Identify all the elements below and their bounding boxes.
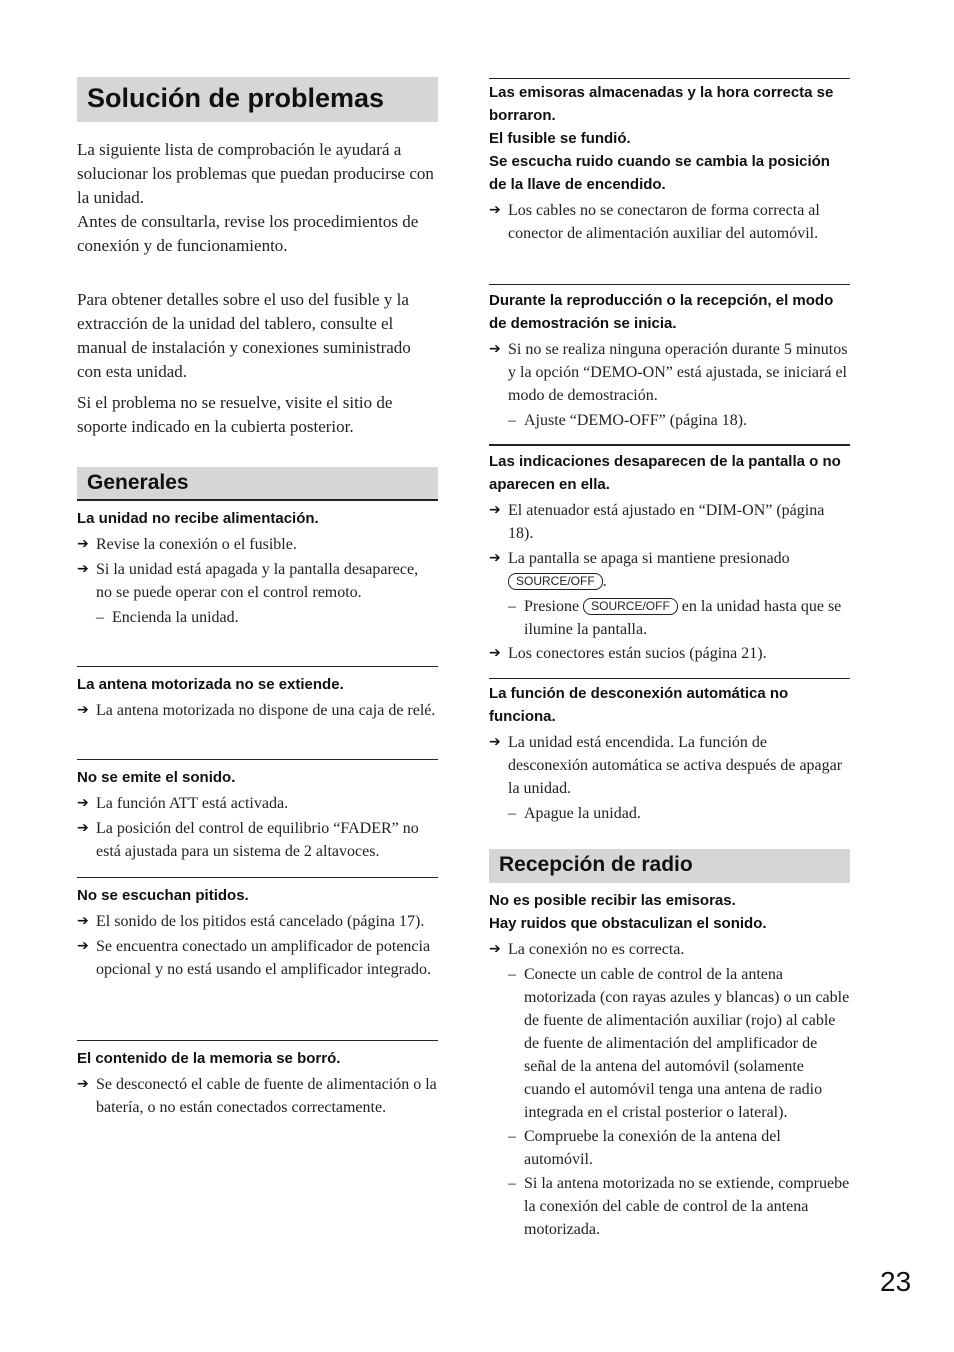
sub-step <box>489 409 850 432</box>
solution-item <box>77 792 438 815</box>
arrow-icon: ➔ <box>489 734 501 750</box>
arrow-icon: ➔ <box>77 561 89 577</box>
arrow-icon: ➔ <box>77 820 89 836</box>
issue-heading: Se escucha ruido cuando se cambia la posición de la llave de encendido. <box>489 153 830 193</box>
intro-paragraph-3: Si el problema no se resuelve, visite el sitio de soporte indicado en la cubierta posterior. <box>77 393 393 436</box>
solution-text: Los cables no se conectaron de forma correcta al conector de alimentación auxiliar del automóvil. <box>508 202 820 242</box>
solution-item <box>77 935 438 981</box>
solution-text: Revise la conexión o el fusible. <box>96 536 297 553</box>
dash-icon: – <box>508 1128 516 1145</box>
solution-item <box>489 938 850 961</box>
solution-text: Se encuentra conectado un amplificador de potencia opcional y no está usando el amplificador integrado. <box>96 938 432 978</box>
intro-paragraph-1 <box>77 138 438 258</box>
issue-block-display <box>489 444 850 667</box>
arrow-icon: ➔ <box>489 550 501 566</box>
issue-heading: El fusible se fundió. <box>489 130 631 147</box>
sub-step-text: Presione <box>524 598 580 615</box>
issue-heading: La función de desconexión automática no funciona. <box>489 685 789 725</box>
solution-text: La función ATT está activada. <box>96 795 289 812</box>
sub-step <box>489 963 850 1124</box>
arrow-icon: ➔ <box>489 341 501 357</box>
arrow-icon: ➔ <box>77 1076 89 1092</box>
arrow-icon: ➔ <box>489 202 501 218</box>
issue-heading: Las emisoras almacenadas y la hora correcta se borraron. <box>489 84 834 124</box>
arrow-icon: ➔ <box>77 795 89 811</box>
arrow-icon: ➔ <box>489 502 501 518</box>
page-title: Solución de problemas <box>77 77 438 122</box>
dash-icon: – <box>508 598 516 615</box>
issue-heading: No se escuchan pitidos. <box>77 887 249 904</box>
issue-heading: No es posible recibir las emisoras. <box>489 892 736 909</box>
sub-step <box>77 606 438 629</box>
solution-item <box>489 199 850 245</box>
issue-block-no-sound <box>77 759 438 865</box>
solution-item <box>489 642 850 665</box>
issue-block-no-beeps <box>77 877 438 983</box>
issue-heading: La unidad no recibe alimentación. <box>77 510 319 527</box>
sub-step-text: Compruebe la conexión de la antena del automóvil. <box>524 1128 781 1168</box>
solution-text: La posición del control de equilibrio “FADER” no está ajustada para un sistema de 2 altavoces. <box>96 820 419 860</box>
solution-text: La unidad está encendida. La función de desconexión automática se activa después de apagar la unidad. <box>508 734 843 797</box>
issue-heading: Las indicaciones desaparecen de la pantalla o no aparecen en ella. <box>489 453 841 493</box>
intro-text-2: Antes de consultarla, revise los procedimientos de conexión y de funcionamiento. <box>77 212 419 255</box>
dash-icon: – <box>96 609 104 626</box>
solution-item <box>489 338 850 407</box>
issue-block-demo <box>489 284 850 433</box>
arrow-icon: ➔ <box>77 938 89 954</box>
issue-heading: Durante la reproducción o la recepción, el modo de demostración se inicia. <box>489 292 834 332</box>
dash-icon: – <box>508 966 516 983</box>
solution-item <box>77 699 438 722</box>
solution-item <box>489 499 850 545</box>
arrow-icon: ➔ <box>489 941 501 957</box>
solution-item <box>77 1073 438 1119</box>
issue-heading: No se emite el sonido. <box>77 769 236 786</box>
sub-step-text: Encienda la unidad. <box>112 609 239 626</box>
issue-block-antenna <box>77 666 438 724</box>
sub-step <box>489 1172 850 1241</box>
arrow-icon: ➔ <box>77 536 89 552</box>
issue-heading: El contenido de la memoria se borró. <box>77 1050 341 1067</box>
source-off-key: SOURCE/OFF <box>583 598 678 615</box>
solution-item <box>77 817 438 863</box>
solution-text: La antena motorizada no dispone de una caja de relé. <box>96 702 436 719</box>
solution-text: La pantalla se apaga si mantiene presionado <box>508 550 790 567</box>
sub-step-text: Si la antena motorizada no se extiende, compruebe la conexión del cable de control de la antena motorizada. <box>524 1175 850 1238</box>
dash-icon: – <box>508 805 516 822</box>
sub-step-text: Conecte un cable de control de la antena motorizada (con rayas azules y blancas) o un cable de fuente de alimentación auxiliar (rojo) al cable de fuente de alimentación del amplificador de señal de la antena del automóvil (solamente cuando el automóvil tenga una antena de radio integrada en el cristal posterior o lateral). <box>524 966 850 1121</box>
solution-item <box>77 910 438 933</box>
intro-paragraph-2: Para obtener detalles sobre el uso del fusible y la extracción de la unidad del tablero, consulte el manual de instalación y conexiones suministrado con esta unidad. <box>77 290 411 381</box>
source-off-key: SOURCE/OFF <box>508 573 603 590</box>
solution-text: Se desconectó el cable de fuente de alimentación o la batería, o no están conectados correctamente. <box>96 1076 437 1116</box>
issue-block-memory-fuse-noise <box>489 78 850 247</box>
solution-item <box>77 533 438 556</box>
issue-block-radio-reception <box>489 889 850 1242</box>
solution-text: Si la unidad está apagada y la pantalla desaparece, no se puede operar con el control remoto. <box>96 561 419 601</box>
issue-heading: La antena motorizada no se extiende. <box>77 676 344 693</box>
dash-icon: – <box>508 1175 516 1192</box>
sub-step-text: Apague la unidad. <box>524 805 641 822</box>
sub-step-text: Ajuste “DEMO-OFF” (página 18). <box>524 412 748 429</box>
sub-step <box>489 1125 850 1171</box>
solution-text: Si no se realiza ninguna operación durante 5 minutos y la opción “DEMO-ON” está ajustada, se iniciará el modo de demostración. <box>508 341 848 404</box>
arrow-icon: ➔ <box>77 913 89 929</box>
solution-text: Los conectores están sucios (página 21). <box>508 645 767 662</box>
section-title-radio: Recepción de radio <box>489 849 850 883</box>
intro-text-1: La siguiente lista de comprobación le ayudará a solucionar los problemas que puedan producirse con la unidad. <box>77 140 434 207</box>
page-number: 23 <box>880 1266 912 1297</box>
sub-step-text: en la unidad hasta que se ilumine la pantalla. <box>524 598 842 638</box>
issue-block-auto-off <box>489 678 850 826</box>
section-title-generales: Generales <box>77 467 438 501</box>
sub-step <box>489 595 850 641</box>
dash-icon: – <box>508 412 516 429</box>
issue-block-no-power <box>77 507 438 630</box>
solution-item <box>489 547 850 593</box>
solution-text: El sonido de los pitidos está cancelado (página 17). <box>96 913 425 930</box>
arrow-icon: ➔ <box>489 645 501 661</box>
solution-text: El atenuador está ajustado en “DIM-ON” (página 18). <box>508 502 825 542</box>
issue-block-memory <box>77 1040 438 1121</box>
sub-step <box>489 802 850 825</box>
solution-item <box>77 558 438 604</box>
solution-item <box>489 731 850 800</box>
arrow-icon: ➔ <box>77 702 89 718</box>
issue-heading: Hay ruidos que obstaculizan el sonido. <box>489 915 767 932</box>
solution-text: La conexión no es correcta. <box>508 941 685 958</box>
solution-text-end: . <box>602 573 607 590</box>
